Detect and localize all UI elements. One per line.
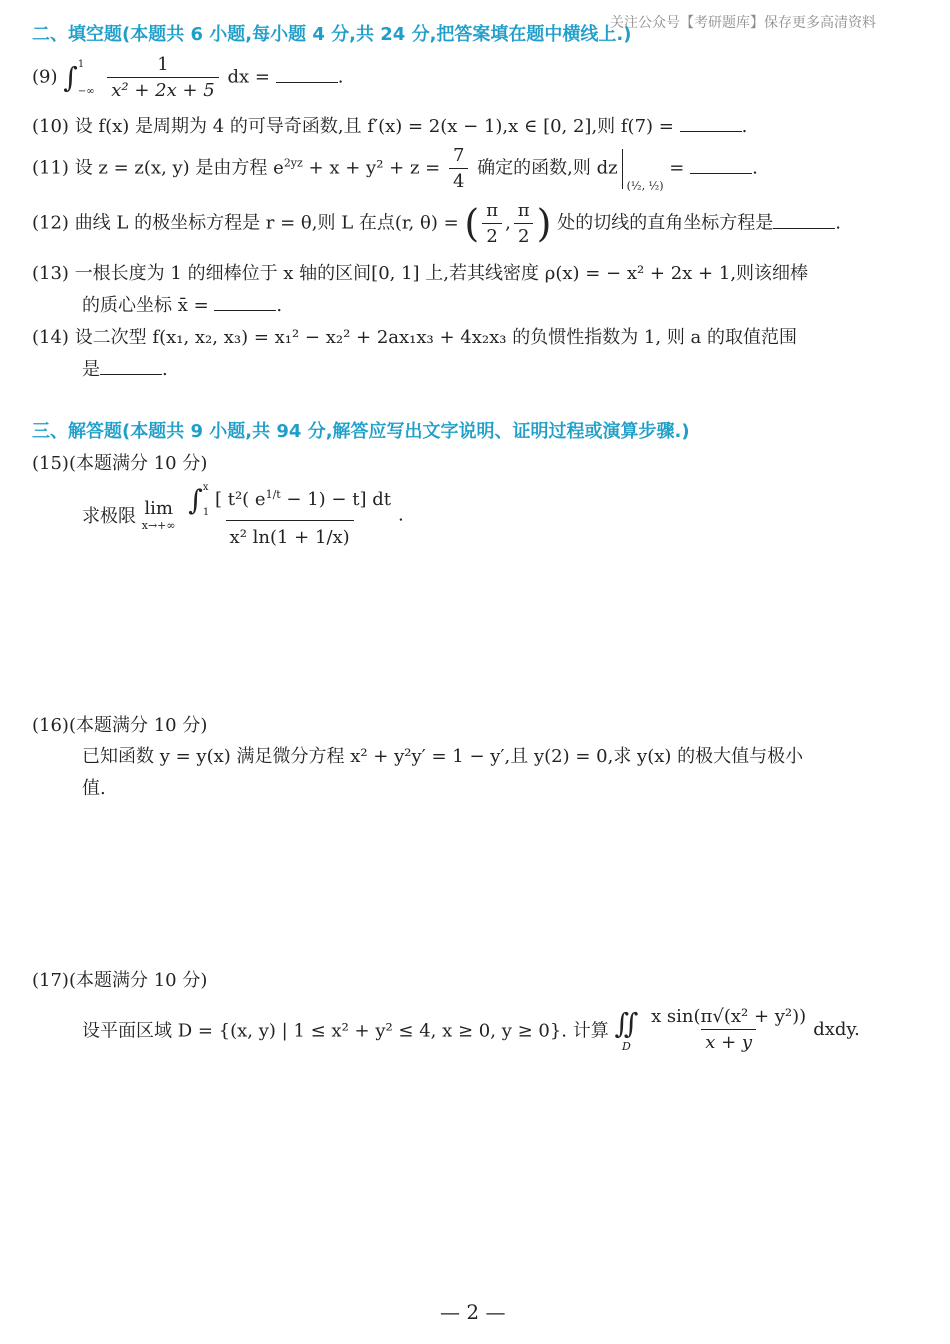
q16-line1: 已知函数 y = y(x) 满足微分方程 x² + y²y′ = 1 − y′,且 y(2) = 0,求 y(x) 的极大值与极小 (82, 746, 804, 767)
q15-lim-sub: x→+∞ (141, 519, 176, 532)
q15-integrand-exp: 1/t (265, 488, 281, 501)
q12-p2-num: π (517, 200, 530, 221)
q15-integrand: [ t²( e (214, 489, 266, 510)
q14-end: . (162, 359, 168, 380)
page-number: — 2 — (440, 1300, 506, 1324)
q16-line2: 值. (82, 778, 106, 799)
q17-int-sub: D (621, 1039, 631, 1053)
question-17-heading (32, 966, 207, 992)
q15-int-lower: 1 (202, 507, 210, 518)
q9-lower: −∞ (77, 85, 95, 97)
q16-score: (本题满分 10 分) (68, 715, 208, 736)
q15-integrand-tail: − 1) − t] dt (280, 489, 391, 510)
integral-sign: ∫ (63, 61, 78, 94)
q17-post: dxdy. (813, 1019, 860, 1040)
q12-p1-num: π (486, 200, 499, 221)
q9-answer-blank[interactable] (276, 66, 338, 83)
q15-end: . (397, 504, 404, 526)
q11-number: (11) (32, 157, 69, 179)
q17-pre: 设平面区域 D = {(x, y) | 1 ≤ x² + y² ≤ 4, x ≥ 0, y ≥ 0}. 计算 (82, 1020, 609, 1042)
eval-bar (622, 149, 623, 189)
question-13 (32, 258, 808, 322)
q17-score: (本题满分 10 分) (68, 970, 208, 991)
q9-end: . (337, 66, 344, 88)
q13-answer-blank[interactable] (214, 294, 276, 311)
q12-comma: , (505, 212, 511, 234)
q12-p1-den: 2 (482, 223, 501, 247)
q9-denominator: x² + 2x + 5 (107, 77, 218, 101)
q14-answer-blank[interactable] (100, 358, 162, 375)
right-paren: ) (536, 201, 552, 246)
question-16-heading (32, 711, 207, 737)
q17-fraction (647, 1006, 810, 1053)
q13-end: . (276, 295, 283, 316)
q10-answer-blank[interactable] (680, 115, 742, 132)
q10-text: 设 f(x) 是周期为 4 的可导奇函数,且 f′(x) = 2(x − 1),x ∈ [0, 2],则 f(7) = (74, 116, 674, 137)
double-integral-sign: ∬ (614, 1006, 639, 1040)
q12-p2-den: 2 (514, 223, 533, 247)
q15-int-upper: x (202, 482, 209, 493)
question-11 (32, 145, 758, 193)
q9-number: (9) (32, 66, 58, 88)
q14-line2: 是 (82, 359, 100, 380)
q12-frac-2 (514, 200, 534, 247)
q12-post: 处的切线的直角坐标方程是 (557, 212, 774, 234)
q13-line1: 一根长度为 1 的细棒位于 x 轴的区间[0, 1] 上,若其线密度 ρ(x) = − x² + 2x + 1,则该细棒 (74, 263, 809, 284)
q17-denominator: x + y (701, 1029, 756, 1053)
question-17-body (82, 1006, 860, 1053)
question-14 (32, 322, 797, 386)
q10-number: (10) (32, 116, 69, 137)
question-12 (32, 200, 841, 247)
q16-number: (16) (32, 715, 69, 736)
q14-line1: 设二次型 f(x₁, x₂, x₃) = x₁² − x₂² + 2ax₁x₃ + 4x₂x₃ 的负惯性指数为 1, 则 a 的取值范围 (74, 327, 797, 348)
q15-fraction (184, 482, 395, 548)
section-2-header: 二、填空题(本题共 6 小题,每小题 4 分,共 24 分,把答案填在题中横线上.) (32, 24, 632, 45)
left-paren: ( (464, 201, 480, 246)
watermark: 关注公众号【考研题库】保存更多高清资料 (610, 15, 876, 31)
q17-number: (17) (32, 970, 69, 991)
q15-pre: 求极限 (82, 506, 136, 527)
q11-frac-den: 4 (449, 168, 468, 192)
question-16-body (82, 741, 803, 805)
q15-numerator: ∫ x 1 [ t²( $e^{1/t} - 1) - t$] dt (188, 482, 391, 518)
question-15-heading (32, 449, 207, 475)
q11-fraction (449, 145, 468, 192)
q11-mid: + x + y² + z = (302, 157, 441, 179)
q15-score: (本题满分 10 分) (68, 453, 208, 474)
section-3-header: 三、解答题(本题共 9 小题,共 94 分,解答应写出文字说明、证明过程或演算步骤.) (32, 421, 690, 442)
q11-post: 确定的函数,则 dz (477, 157, 618, 179)
q12-pre: 曲线 L 的极坐标方程是 r = θ,则 L 在点(r, θ) = (74, 212, 459, 234)
q12-number: (12) (32, 212, 69, 234)
q15-number: (15) (32, 453, 69, 474)
q9-numerator: 1 (157, 54, 169, 75)
q11-pre: 设 z = z(x, y) 是由方程 e (74, 157, 284, 179)
question-9 (32, 54, 343, 101)
q17-numerator: x sin(π√(x² + y²)) (651, 1006, 807, 1027)
q15-denominator: x² ln(1 + 1/x) (226, 520, 354, 548)
q11-frac-num: 7 (452, 145, 465, 166)
q10-end: . (741, 116, 748, 137)
q11-point: (½, ½) (626, 179, 664, 193)
q9-tail: dx = (227, 66, 270, 88)
q11-answer-blank[interactable] (690, 157, 752, 174)
q13-line2: 的质心坐标 x̄ = (82, 295, 209, 316)
q12-answer-blank[interactable] (773, 212, 835, 229)
q12-frac-1 (482, 200, 502, 247)
q13-number: (13) (32, 263, 69, 284)
q11-eq: = (669, 157, 685, 179)
q11-end: . (752, 157, 758, 179)
q15-lim: lim (144, 498, 173, 519)
q9-fraction (107, 54, 218, 101)
q12-end: . (835, 212, 841, 234)
q14-number: (14) (32, 327, 69, 348)
q11-exp: 2yz (283, 156, 303, 170)
question-15-body (82, 482, 404, 548)
question-10 (32, 112, 747, 138)
q9-upper: 1 (77, 58, 85, 70)
